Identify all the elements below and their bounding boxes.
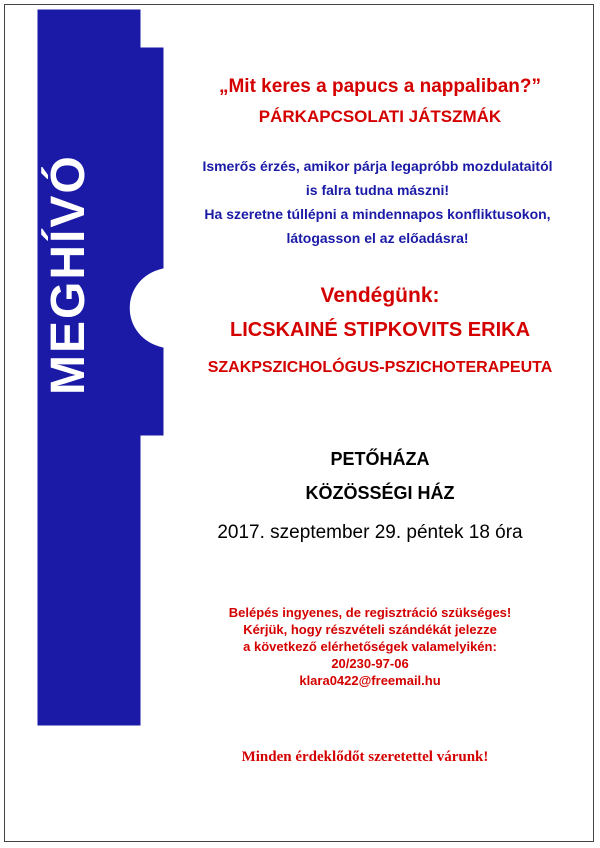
- event-datetime: 2017. szeptember 29. péntek 18 óra: [217, 522, 523, 543]
- event-quote: „Mit keres a papucs a nappaliban?”: [218, 76, 542, 97]
- intro-line: látogasson el az előadásra!: [286, 230, 469, 246]
- registration-line: a következő elérhetőségek valamelyikén:: [243, 639, 497, 654]
- registration-line: Belépés ingyenes, de regisztráció szükséges!: [228, 605, 512, 620]
- intro-line: Ismerős érzés, amikor párja legapróbb mozdulataitól: [202, 158, 553, 174]
- meghivo-title: MEGHÍVÓ: [42, 154, 95, 395]
- venue-building: KÖZÖSSÉGI HÁZ: [305, 483, 455, 503]
- event-subtitle: PÁRKAPCSOLATI JÁTSZMÁK: [258, 107, 502, 126]
- guest-title: SZAKPSZICHOLÓGUS-PSZICHOTERAPEUTA: [207, 359, 553, 376]
- contact-phone: 20/230-97-06: [331, 656, 409, 671]
- guest-label: Vendégünk:: [320, 284, 440, 307]
- guest-name: LICSKAINÉ STIPKOVITS ERIKA: [229, 319, 531, 341]
- sidebar-silhouette: [0, 0, 200, 848]
- intro-line: is falra tudna mászni!: [305, 182, 450, 198]
- contact-email: klara0422@freemail.hu: [299, 673, 441, 688]
- closing-message: Minden érdeklődőt szeretettel várunk!: [241, 749, 489, 765]
- venue-place: PETŐHÁZA: [330, 449, 430, 469]
- intro-line: Ha szeretne túllépni a mindennapos konfliktusokon,: [204, 206, 551, 222]
- intro-text: [155, 154, 600, 250]
- registration-line: Kérjük, hogy részvételi szándékát jelezze: [243, 622, 497, 637]
- registration-info: [160, 604, 580, 689]
